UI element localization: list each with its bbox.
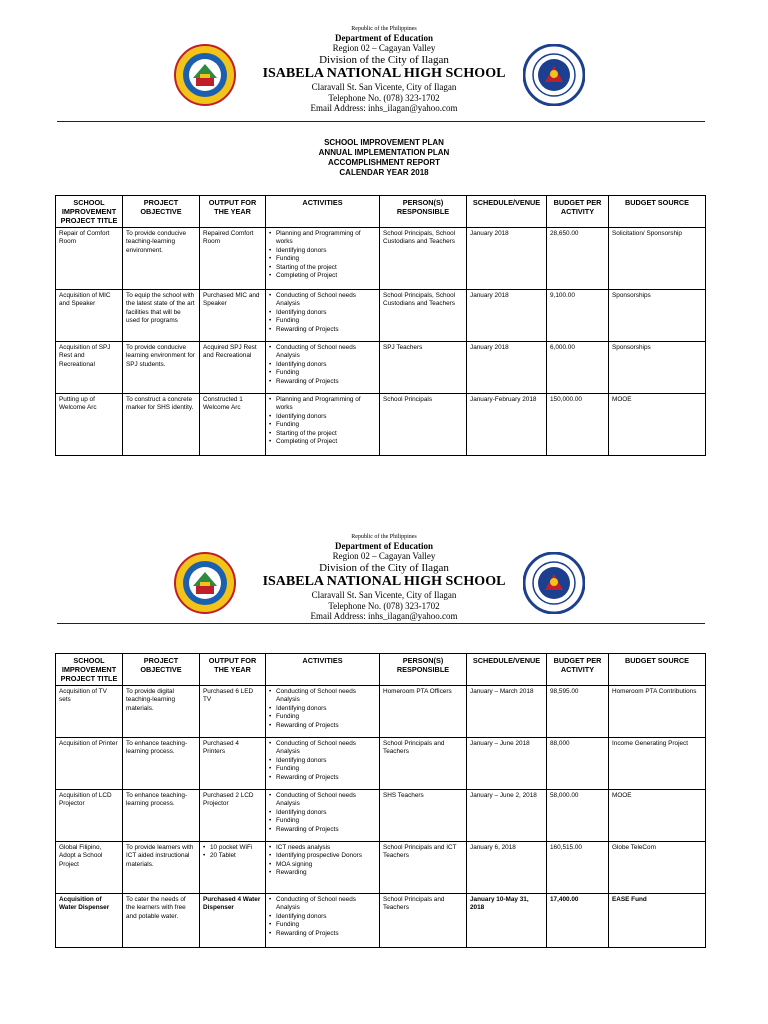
cell-objective: To provide conducive teaching-learning environment. [123, 228, 200, 290]
activity-item: • Rewarding of Projects [276, 378, 376, 386]
cell-schedule: January – March 2018 [467, 686, 547, 738]
cell-output: Repaired Comfort Room [200, 228, 266, 290]
col-header-budget: BUDGET PER ACTIVITY [547, 196, 609, 228]
activity-item: • Funding [276, 765, 376, 773]
letterhead-text [0, 534, 768, 621]
republic-line: Republic of the Philippines [351, 534, 417, 540]
col-header-source: BUDGET SOURCE [609, 196, 706, 228]
col-header-persons: PERSON(S) RESPONSIBLE [380, 654, 467, 686]
table-row [56, 790, 706, 842]
activity-item: • Conducting of School needs Analysis [276, 344, 376, 361]
cell-source: Sponsorships [609, 342, 706, 394]
deped-seal-logo [523, 44, 585, 106]
activity-item: • Funding [276, 713, 376, 721]
school-name: ISABELA NATIONAL HIGH SCHOOL [262, 574, 506, 590]
activity-item: • Identifying donors [276, 757, 376, 765]
school-name: ISABELA NATIONAL HIGH SCHOOL [262, 66, 506, 82]
cell-persons: School Principals and ICT Teachers [380, 842, 467, 894]
activity-item: • Rewarding of Projects [276, 930, 376, 938]
activity-item: • Completing of Project [276, 272, 376, 280]
report-page-1 [0, 0, 768, 480]
activity-item: • Rewarding of Projects [276, 774, 376, 782]
activity-item: • Rewarding of Projects [276, 826, 376, 834]
cell-persons: School Principals and Teachers [380, 894, 467, 948]
cell-budget: 28,650.00 [547, 228, 609, 290]
activity-item: • Rewarding of Projects [276, 326, 376, 334]
output-item: • 10 pocket WiFi [210, 844, 262, 852]
table-row [56, 894, 706, 948]
cell-schedule: January 2018 [467, 342, 547, 394]
col-header-title: SCHOOL IMPROVEMENT PROJECT TITLE [56, 654, 123, 686]
cell-schedule: January 2018 [467, 290, 547, 342]
cell-schedule: January – June 2, 2018 [467, 790, 547, 842]
cell-activities [266, 394, 380, 456]
col-header-activities: ACTIVITIES [266, 196, 380, 228]
activity-item: • Identifying donors [276, 413, 376, 421]
cell-activities [266, 228, 380, 290]
cell-activities [266, 738, 380, 790]
col-header-objective: PROJECT OBJECTIVE [123, 654, 200, 686]
table-row [56, 394, 706, 456]
table-header-row [56, 196, 706, 228]
cell-output: Purchased 4 Printers [200, 738, 266, 790]
activity-item: • Identifying prospective Donors [276, 852, 376, 860]
activity-item: • Starting of the project [276, 430, 376, 438]
cell-title: Repair of Comfort Room [56, 228, 123, 290]
activity-item: • Rewarding [276, 869, 376, 877]
cell-objective: To enhance teaching-learning process. [123, 738, 200, 790]
department-line: Department of Education [335, 32, 433, 43]
division-line: Division of the City of Ilagan [319, 561, 449, 574]
cell-title: Putting up of Welcome Arc [56, 394, 123, 456]
title-line-2: ANNUAL IMPLEMENTATION PLAN [318, 148, 450, 157]
cell-source: EASE Fund [609, 894, 706, 948]
activity-item: • Rewarding of Projects [276, 722, 376, 730]
header-divider [57, 121, 705, 122]
cell-persons: School Principals, School Custodians and Teachers [380, 290, 467, 342]
cell-budget: 88,000 [547, 738, 609, 790]
cell-title: Global Filipino, Adopt a School Project [56, 842, 123, 894]
cell-persons: SPJ Teachers [380, 342, 467, 394]
activity-item: • Conducting of School needs Analysis [276, 896, 376, 913]
cell-objective: To cater the needs of the learners with free and potable water. [123, 894, 200, 948]
activity-item: • Identifying donors [276, 247, 376, 255]
cell-schedule: January 10-May 31, 2018 [467, 894, 547, 948]
col-header-objective: PROJECT OBJECTIVE [123, 196, 200, 228]
cell-output: Purchased 6 LED TV [200, 686, 266, 738]
cell-objective: To provide conducive learning environment for SPJ students. [123, 342, 200, 394]
cell-title: Acquisition of MIC and Speaker [56, 290, 123, 342]
email-line: Email Address: inhs_ilagan@yahoo.com [310, 103, 458, 113]
cell-output [200, 842, 266, 894]
cell-title: Acquisition of SPJ Rest and Recreational [56, 342, 123, 394]
activity-item: • MOA signing [276, 861, 376, 869]
activity-item: • Funding [276, 817, 376, 825]
cell-persons: School Principals, School Custodians and Teachers [380, 228, 467, 290]
activity-item: • Starting of the project [276, 264, 376, 272]
title-line-1: SCHOOL IMPROVEMENT PLAN [324, 138, 444, 147]
table-row [56, 686, 706, 738]
email-line: Email Address: inhs_ilagan@yahoo.com [310, 611, 458, 621]
address-line: Claravall St. San Vicente, City of Ilagan [311, 590, 457, 601]
cell-activities [266, 342, 380, 394]
cell-persons: SHS Teachers [380, 790, 467, 842]
cell-objective: To construct a concrete marker for SHS identity. [123, 394, 200, 456]
page-gap [0, 480, 768, 512]
cell-persons: School Principals [380, 394, 467, 456]
activity-item: • Planning and Programming of works [276, 396, 376, 413]
cell-budget: 160,515.00 [547, 842, 609, 894]
cell-schedule: January 2018 [467, 228, 547, 290]
cell-title: Acquisition of Water Dispenser [56, 894, 123, 948]
letterhead-text [0, 26, 768, 113]
cell-activities [266, 790, 380, 842]
activity-item: • Identifying donors [276, 309, 376, 317]
activity-item: • Funding [276, 921, 376, 929]
cell-output: Acquired SPJ Rest and Recreational [200, 342, 266, 394]
activity-item: • Identifying donors [276, 705, 376, 713]
activity-item: • Completing of Project [276, 438, 376, 446]
cell-budget: 17,400.00 [547, 894, 609, 948]
title-line-3: ACCOMPLISHMENT REPORT [328, 158, 440, 167]
table-row [56, 738, 706, 790]
col-header-schedule: SCHEDULE/VENUE [467, 654, 547, 686]
cell-source: Solicitation/ Sponsorship [609, 228, 706, 290]
cell-budget: 6,000.00 [547, 342, 609, 394]
letterhead [0, 534, 768, 624]
activity-item: • Identifying donors [276, 809, 376, 817]
col-header-schedule: SCHEDULE/VENUE [467, 196, 547, 228]
cell-activities [266, 290, 380, 342]
activity-item: • Conducting of School needs Analysis [276, 740, 376, 757]
col-header-source: BUDGET SOURCE [609, 654, 706, 686]
cell-title: Acquisition of TV sets [56, 686, 123, 738]
cell-objective: To equip the school with the latest state of the art facilities that will be used for programs [123, 290, 200, 342]
activity-item: • Funding [276, 255, 376, 263]
col-header-output: OUTPUT FOR THE YEAR [200, 196, 266, 228]
cell-source: Homeroom PTA Contributions [609, 686, 706, 738]
activity-item: • Funding [276, 421, 376, 429]
cell-title: Acquisition of LCD Projector [56, 790, 123, 842]
cell-objective: To provide learners with ICT aided instructional materials. [123, 842, 200, 894]
activity-item: • Funding [276, 369, 376, 377]
cell-output: Purchased MIC and Speaker [200, 290, 266, 342]
cell-budget: 150,000.00 [547, 394, 609, 456]
report-page-2 [0, 512, 768, 1024]
cell-persons: Homeroom PTA Officers [380, 686, 467, 738]
table-row [56, 228, 706, 290]
cell-output: Purchased 4 Water Dispenser [200, 894, 266, 948]
col-header-persons: PERSON(S) RESPONSIBLE [380, 196, 467, 228]
telephone-line: Telephone No. (078) 323-1702 [328, 600, 440, 611]
cell-budget: 98,595.00 [547, 686, 609, 738]
region-line: Region 02 – Cagayan Valley [332, 43, 436, 54]
activity-item: • Funding [276, 317, 376, 325]
cell-output: Constructed 1 Welcome Arc [200, 394, 266, 456]
address-line: Claravall St. San Vicente, City of Ilagan [311, 82, 457, 93]
cell-activities [266, 894, 380, 948]
region-line: Region 02 – Cagayan Valley [332, 551, 436, 562]
activity-item: • Conducting of School needs Analysis [276, 792, 376, 809]
cell-schedule: January-February 2018 [467, 394, 547, 456]
plan-table-2 [55, 653, 706, 948]
cell-persons: School Principals and Teachers [380, 738, 467, 790]
activity-item: • Conducting of School needs Analysis [276, 688, 376, 705]
cell-activities [266, 686, 380, 738]
header-divider [57, 623, 705, 624]
col-header-title: SCHOOL IMPROVEMENT PROJECT TITLE [56, 196, 123, 228]
cell-output: Purchased 2 LCD Projector [200, 790, 266, 842]
cell-objective: To provide digital teaching-learning materials. [123, 686, 200, 738]
table-row [56, 842, 706, 894]
activity-item: • Identifying donors [276, 361, 376, 369]
title-line-4: CALENDAR YEAR 2018 [339, 168, 429, 177]
cell-budget: 58,000.00 [547, 790, 609, 842]
letterhead [0, 26, 768, 116]
deped-seal-logo [523, 552, 585, 614]
activity-item: • Conducting of School needs Analysis [276, 292, 376, 309]
output-item: • 20 Tablet [210, 852, 262, 860]
cell-objective: To enhance teaching-learning process. [123, 790, 200, 842]
activity-item: • ICT needs analysis [276, 844, 376, 852]
table-header-row [56, 654, 706, 686]
plan-table-1 [55, 195, 706, 456]
col-header-activities: ACTIVITIES [266, 654, 380, 686]
cell-schedule: January 6, 2018 [467, 842, 547, 894]
report-titles [0, 138, 768, 178]
telephone-line: Telephone No. (078) 323-1702 [328, 92, 440, 103]
division-line: Division of the City of Ilagan [319, 53, 449, 66]
cell-source: Globe TeleCom [609, 842, 706, 894]
cell-source: MOOE [609, 394, 706, 456]
school-seal-logo [174, 552, 236, 614]
cell-budget: 9,100.00 [547, 290, 609, 342]
col-header-budget: BUDGET PER ACTIVITY [547, 654, 609, 686]
table-row [56, 342, 706, 394]
col-header-output: OUTPUT FOR THE YEAR [200, 654, 266, 686]
cell-source: MOOE [609, 790, 706, 842]
cell-source: Sponsorships [609, 290, 706, 342]
school-seal-logo [174, 44, 236, 106]
cell-source: Income Generating Project [609, 738, 706, 790]
cell-title: Acquisition of Printer [56, 738, 123, 790]
table-row [56, 290, 706, 342]
activity-item: • Planning and Programming of works [276, 230, 376, 247]
republic-line: Republic of the Philippines [351, 26, 417, 32]
cell-activities [266, 842, 380, 894]
cell-schedule: January – June 2018 [467, 738, 547, 790]
department-line: Department of Education [335, 540, 433, 551]
activity-item: • Identifying donors [276, 913, 376, 921]
